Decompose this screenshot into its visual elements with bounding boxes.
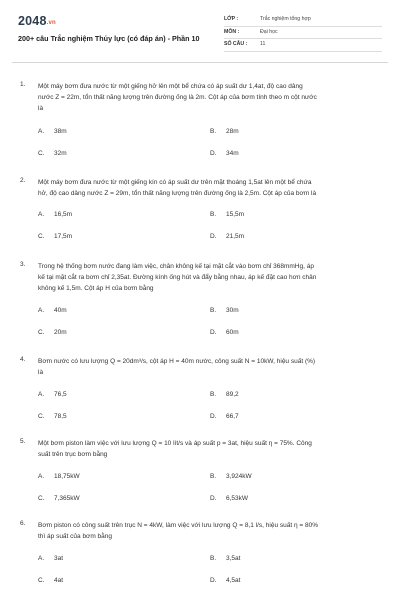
option-letter: C. [38, 495, 45, 502]
option-letter: D. [210, 150, 217, 157]
option-text: 20m [54, 329, 67, 336]
option-c[interactable] [38, 329, 67, 336]
question-line: suất trên trục bơm bằng [38, 451, 108, 458]
option-text: 30m [226, 307, 239, 314]
option-text: 3at [54, 555, 64, 562]
question-number: 4. [20, 356, 26, 363]
question-line: Bơm piston có công suất trên trục N = 4kW, làm việc với lưu lượng Q = 8,1 l/s, hiệu suất η = 80% [38, 522, 318, 529]
logo-text: 2048 [18, 14, 47, 28]
option-text: 78,5 [54, 413, 67, 420]
option-letter: C. [38, 577, 45, 584]
question-line: thì áp suất của bơm bằng [38, 533, 113, 540]
option-d[interactable] [210, 233, 244, 240]
option-c[interactable] [38, 413, 67, 420]
site-logo[interactable] [18, 14, 56, 28]
option-text: 34m [226, 150, 239, 157]
question-number: 1. [20, 81, 26, 88]
option-text: 16,5m [54, 211, 73, 218]
option-letter: B. [210, 555, 217, 562]
option-text: 4at [54, 577, 64, 584]
option-a[interactable] [38, 211, 72, 218]
question-line: kế tại mặt cắt ra bơm chỉ 2,35at. Đường kính ống hút và đẩy bằng nhau, áp kế đặt cao hơn chân [38, 274, 317, 281]
option-letter: D. [210, 413, 217, 420]
option-d[interactable] [210, 329, 239, 336]
option-letter: B. [210, 211, 217, 218]
option-b[interactable] [210, 473, 252, 480]
question-line: Trong hệ thống bơm nước đang làm việc, chân không kế tại mặt cắt vào bơm chỉ 368mmHg, áp [38, 263, 314, 270]
option-a[interactable] [38, 473, 80, 480]
option-c[interactable] [38, 577, 63, 584]
meta-key: LỚP : [224, 16, 239, 22]
header-divider [12, 62, 388, 63]
option-text: 18,75kW [54, 473, 80, 480]
option-letter: B. [210, 473, 217, 480]
option-text: 7,365kW [54, 495, 80, 502]
option-letter: A. [38, 391, 45, 398]
option-text: 76,5 [54, 391, 67, 398]
meta-row-class [224, 14, 382, 27]
option-b[interactable] [210, 211, 244, 218]
option-text: 3,924kW [226, 473, 252, 480]
question-number: 5. [20, 438, 26, 445]
question-line: Một bơm piston làm việc với lưu lượng Q = 10 lít/s và áp suất p = 3at, hiệu suất η = 75%. Công [38, 440, 312, 447]
option-b[interactable] [210, 555, 240, 562]
question-line: Bơm nước có lưu lượng Q = 20dm³/s, cột áp H = 40m nước, công suất N = 10kW, hiệu suất (%) [38, 358, 316, 365]
option-text: 4,5at [226, 577, 241, 584]
question-line: Một máy bơm đưa nước từ một giếng hở lên một bể chứa có áp suất dư 1,4at, độ cao dâng [38, 83, 303, 90]
option-letter: C. [38, 233, 45, 240]
question-number: 2. [20, 177, 26, 184]
option-a[interactable] [38, 555, 63, 562]
question-text [38, 356, 386, 378]
option-letter: C. [38, 329, 45, 336]
option-text: 89,2 [226, 391, 239, 398]
option-letter: A. [38, 211, 45, 218]
option-d[interactable] [210, 413, 239, 420]
option-d[interactable] [210, 495, 248, 502]
option-b[interactable] [210, 128, 239, 135]
question-line: nước Z = 22m, tổn thất năng lượng trên đường ống là 2m. Cột áp của bơm tính theo m cột nước [38, 94, 317, 101]
option-d[interactable] [210, 577, 240, 584]
meta-key: SỐ CÂU : [224, 41, 248, 47]
option-letter: C. [38, 413, 45, 420]
document-title: 200+ câu Trắc nghiệm Thủy lực (có đáp án) - Phần 10 [18, 34, 200, 43]
option-c[interactable] [38, 233, 72, 240]
option-letter: B. [210, 391, 217, 398]
option-letter: B. [210, 128, 217, 135]
option-c[interactable] [38, 495, 80, 502]
meta-value: Trắc nghiệm tổng hợp [260, 16, 311, 22]
option-text: 6,53kW [226, 495, 249, 502]
question-text [38, 177, 386, 199]
meta-value: 11 [260, 41, 266, 47]
option-a[interactable] [38, 128, 67, 135]
question-line: Một máy bơm đưa nước từ một giếng kín có áp suất dư trên mặt thoáng 1,5at lên một bể chứa [38, 179, 312, 186]
option-letter: D. [210, 329, 217, 336]
question-text [38, 520, 386, 542]
option-letter: D. [210, 577, 217, 584]
question-text [38, 438, 386, 460]
option-letter: B. [210, 307, 217, 314]
question-line: không kế 1,5m. Cột áp H của bơm bằng [38, 285, 154, 292]
option-text: 38m [54, 128, 67, 135]
option-text: 21,5m [226, 233, 245, 240]
option-a[interactable] [38, 307, 67, 314]
option-text: 60m [226, 329, 239, 336]
option-text: 40m [54, 307, 67, 314]
option-b[interactable] [210, 307, 239, 314]
option-letter: D. [210, 495, 217, 502]
meta-value: Đại học [260, 28, 278, 35]
question-number: 6. [20, 520, 26, 527]
option-text: 66,7 [226, 413, 239, 420]
option-text: 15,5m [226, 211, 245, 218]
option-c[interactable] [38, 150, 67, 157]
question-line: là [38, 369, 44, 376]
page-header [0, 0, 400, 62]
document-meta [224, 14, 382, 52]
question-line: là [38, 105, 44, 112]
option-letter: C. [38, 150, 45, 157]
option-text: 3,5at [226, 555, 241, 562]
option-text: 28m [226, 128, 239, 135]
option-letter: A. [38, 128, 45, 135]
meta-row-subject [224, 27, 382, 40]
logo-suffix: .vn [46, 20, 56, 26]
option-text: 17,5m [54, 233, 73, 240]
question-text [38, 81, 386, 114]
question-text [38, 261, 386, 294]
option-letter: A. [38, 473, 45, 480]
option-a[interactable] [38, 391, 67, 398]
question-line: hở, độ cao dâng nước Z = 29m, tổn thất năng lượng trên đường ống là 2,5m. Cột áp của bơm là [38, 190, 317, 197]
meta-key: MÔN : [224, 28, 240, 35]
option-b[interactable] [210, 391, 239, 398]
option-letter: A. [38, 555, 45, 562]
meta-row-count [224, 39, 382, 52]
option-letter: D. [210, 233, 217, 240]
option-letter: A. [38, 307, 45, 314]
option-text: 32m [54, 150, 67, 157]
option-d[interactable] [210, 150, 239, 157]
question-number: 3. [20, 261, 26, 268]
